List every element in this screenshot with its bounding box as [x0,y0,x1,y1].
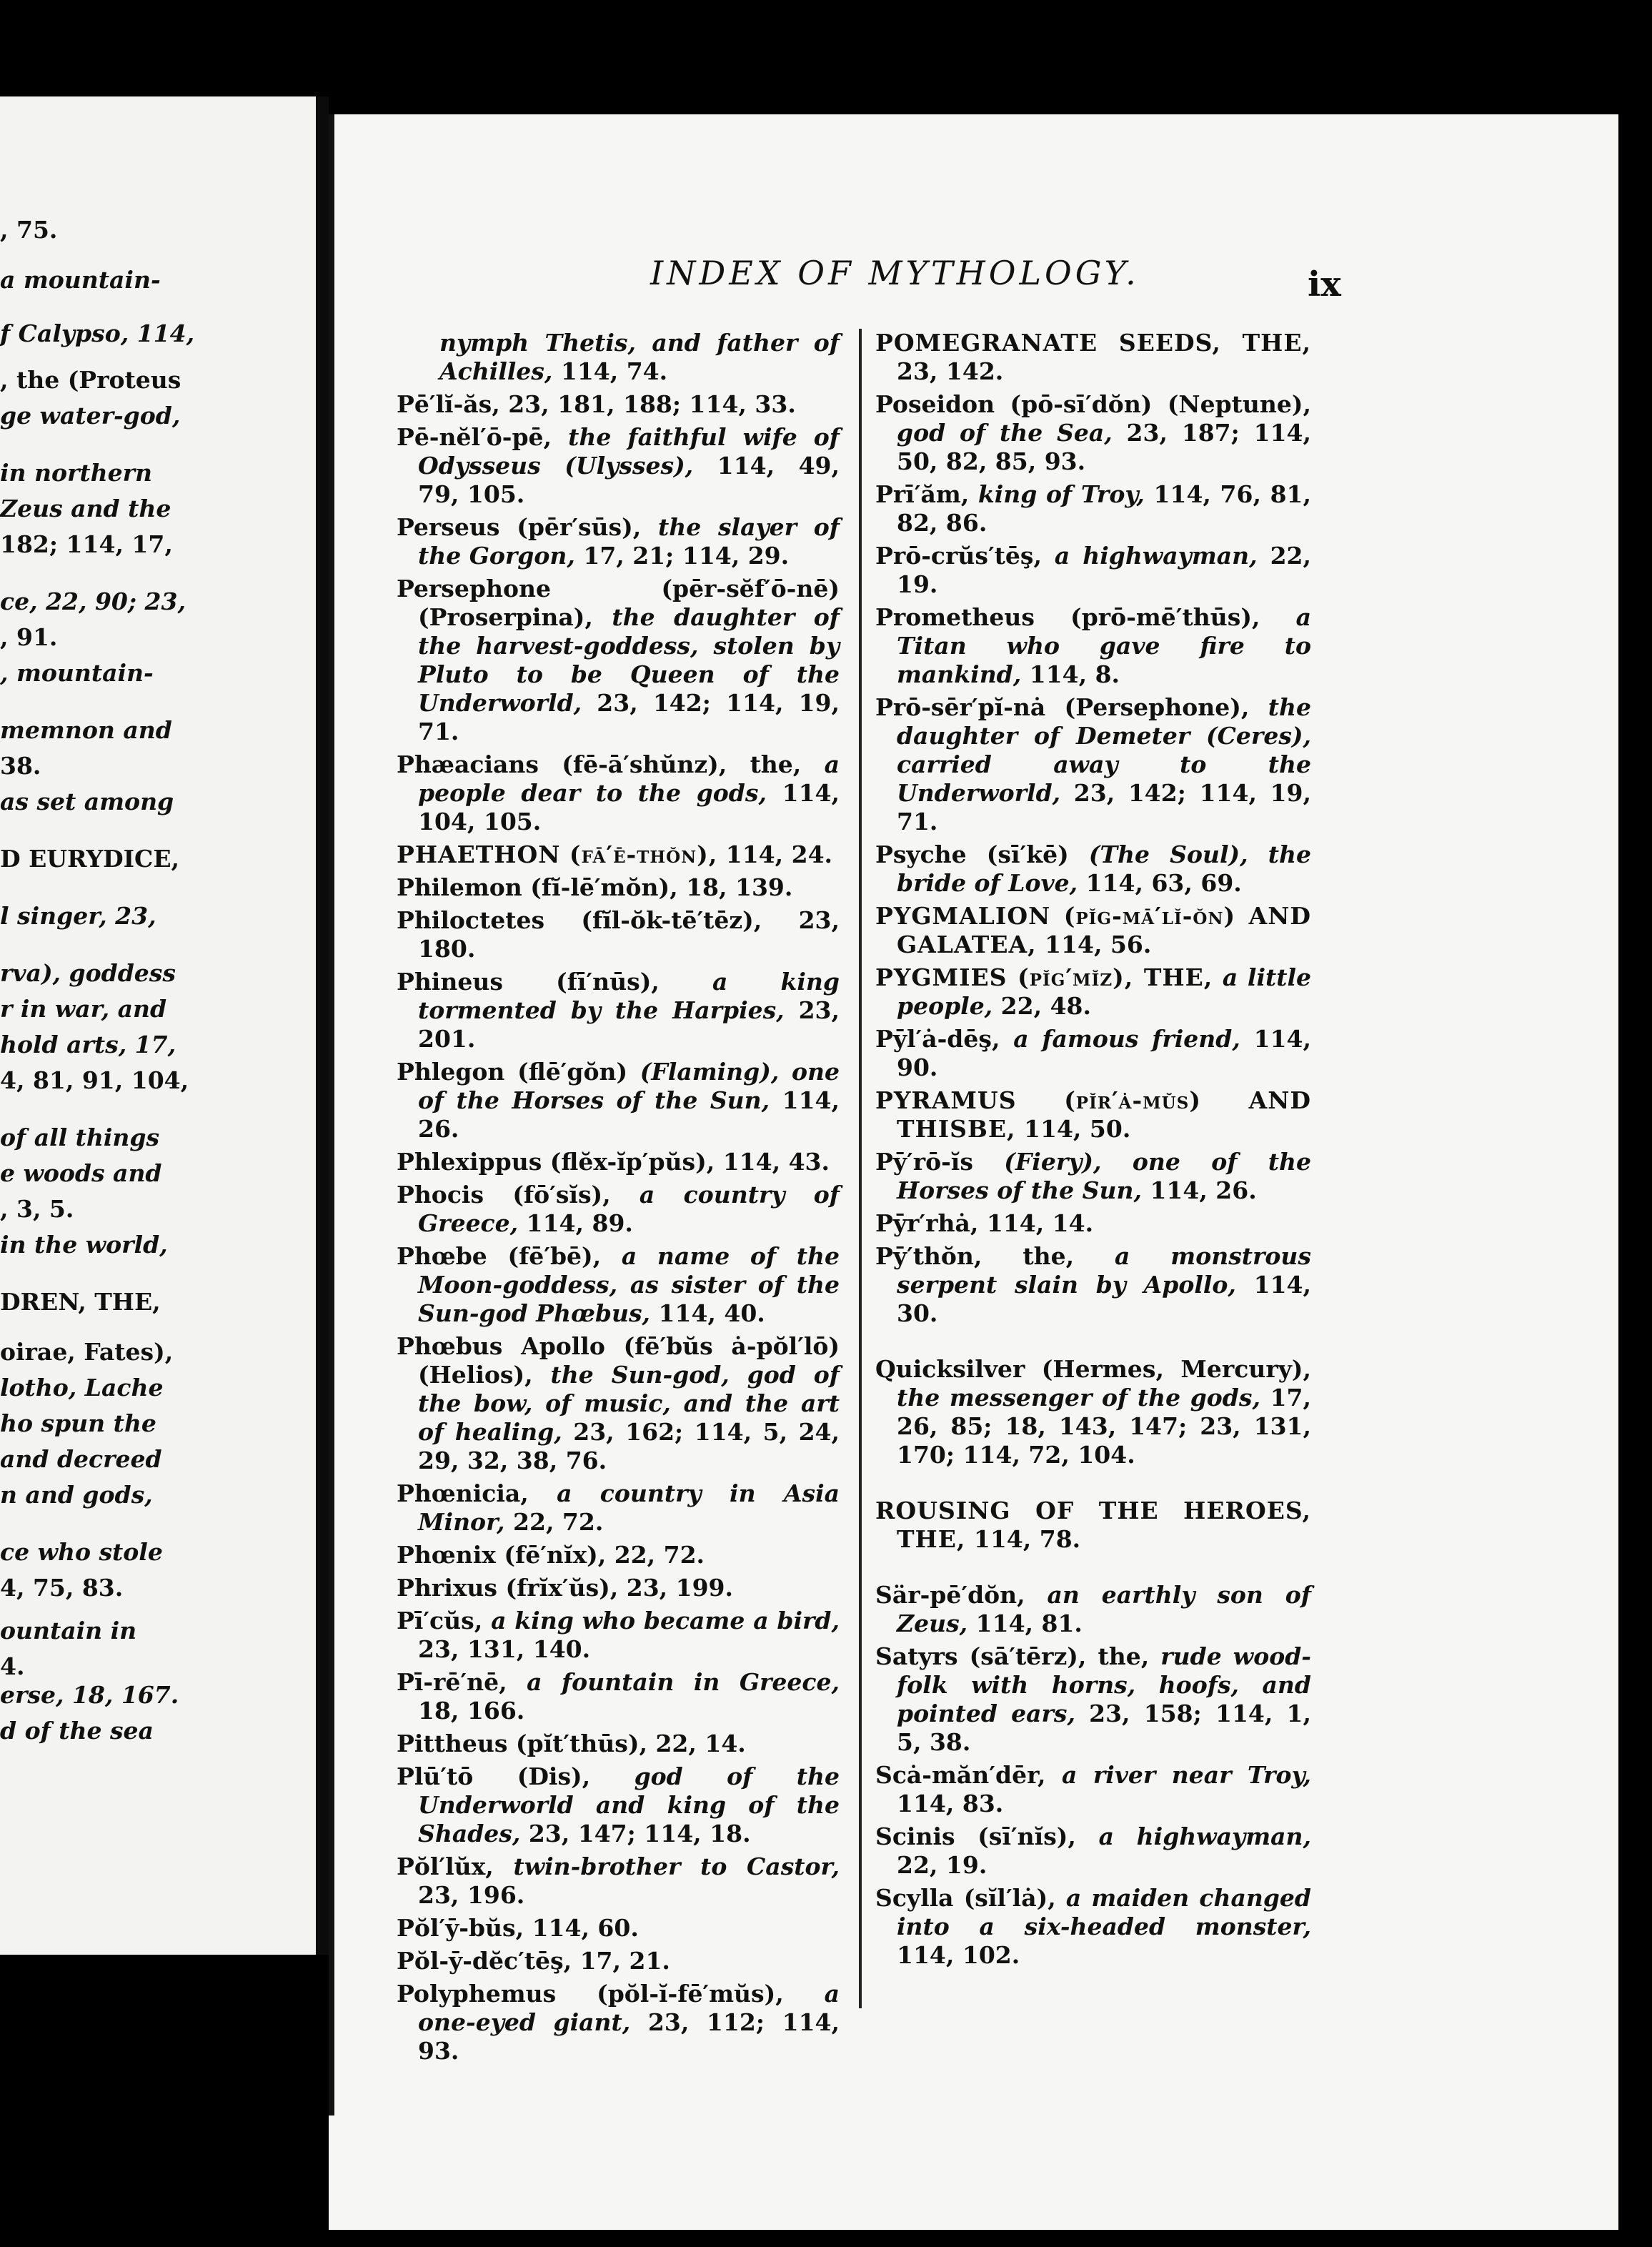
index-entry [875,480,1311,537]
entry-page-references: 23, 199. [618,1574,734,1602]
entry-description: nymph Thetis, and father of Achilles, [439,329,840,385]
entry-description: rude wood-folk with horns, hoofs, and pointed ears, [897,1642,1311,1727]
index-column-left [397,329,840,2070]
entry-headword: Pȳl′ȧ-dēş, [875,1025,1000,1053]
index-entry [397,1980,840,2065]
entry-description: god of the Sea, [897,419,1113,447]
entry-headword: Prō-sēr′pĭ-nȧ (Persephone), [875,693,1250,721]
entry-description: a maiden changed into a six-headed monster, [897,1884,1311,1940]
entry-headword: Pī-rē′nē, [397,1668,507,1696]
facing-page-line: oirae, Fates), [0,1338,174,1366]
index-entry [397,1541,840,1569]
facing-page-line: of all things [0,1124,160,1151]
index-entry [397,1730,840,1758]
entry-page-references: 23, 147; 114, 18. [520,1820,751,1847]
facing-page-line: ce, 22, 90; 23, [0,587,186,615]
index-entry [875,1642,1311,1757]
facing-page-line: , 75. [0,216,58,244]
entry-page-references: 114, 30. [897,1271,1311,1327]
index-entry [875,1209,1311,1238]
entry-headword: Pittheus (pĭt′thūs), [397,1730,647,1757]
index-entry [397,390,840,419]
entry-page-references: 22, 48. [992,992,1091,1020]
index-entry [875,390,1311,476]
entry-headword: Pē-nĕl′ō-pē, [397,423,552,451]
facing-page-line: ho spun the [0,1409,156,1437]
entry-page-references: 114, 76, 81, 82, 86. [897,480,1311,537]
entry-description: a fountain in Greece, [507,1668,840,1696]
entry-page-references: 18, 139. [677,873,793,901]
entry-headword: Phlegon (flē′gŏn) [397,1058,628,1086]
index-entry [875,963,1311,1021]
facing-page-line: 38. [0,752,41,780]
index-entry [397,1574,840,1602]
entry-page-references: 114, 63, 69. [1078,869,1242,897]
facing-page-line: r in war, and [0,995,167,1023]
index-entry [397,1668,840,1725]
index-entry [875,693,1311,836]
entry-page-references: 114, 89. [518,1209,633,1237]
entry-page-references: 23, 187; 114, 50, 82, 85, 93. [897,419,1311,475]
entry-page-references: 114, 78. [965,1525,1081,1553]
entry-page-references: 114, 74. [552,357,668,385]
entry-headword: PYGMIES (pĭg′mĭz), THE, [875,963,1213,991]
entry-headword: Prō-crŭs′tēş, [875,542,1042,570]
entry-description: the daughter of the harvest-goddess, stolen by Pluto to be Queen of the Underworld, [418,603,840,717]
entry-description: a king tormented by the Harpies, [418,968,840,1024]
facing-page-line: , mountain- [0,659,154,687]
entry-description: king of Troy, [969,480,1145,508]
entry-description: the Sun-god, god of the bow, of music, and the art of healing, [418,1361,840,1446]
index-entry [397,906,840,963]
entry-page-references: 114, 104, 105. [418,779,840,835]
entry-headword: Quicksilver (Hermes, Mercury), [875,1355,1311,1383]
entry-description: a name of the Moon-goddess, as sister of the Sun-god Phœbus, [418,1242,840,1327]
entry-headword: PYGMALION (pĭg-mā′lĭ-ŏn) AND GALATEA, [875,902,1311,958]
index-entry [397,1762,840,1848]
facing-page-line: d of the sea [0,1717,154,1745]
index-entry [397,1242,840,1328]
index-entry [397,968,840,1053]
index-entry [875,1242,1311,1328]
entry-page-references: 22, 14. [647,1730,746,1757]
entry-headword: Scȧ-măn′dēr, [875,1761,1046,1789]
entry-page-references: 17, 21; 114, 29. [574,542,790,570]
entry-headword: Pŏl′lŭx, [397,1852,494,1880]
entry-page-references: 114, 83. [897,1790,1004,1817]
facing-page-line: rva), goddess [0,959,176,987]
index-entry [875,1086,1311,1144]
entry-page-references: 23, 181, 188; 114, 33. [499,390,796,418]
entry-page-references: 114, 43. [715,1148,830,1176]
index-entry [397,1181,840,1238]
entry-page-references: 23, 142; 114, 19, 71. [418,689,840,745]
entry-page-references: 114, 40. [650,1299,765,1327]
facing-page-line: , 3, 5. [0,1195,74,1223]
index-entry [875,542,1311,599]
entry-page-references: 114, 102. [897,1941,1020,1969]
entry-headword: Scinis (sī′nĭs), [875,1822,1076,1850]
entry-description: the slayer of the Gorgon, [418,513,840,570]
entry-description: a country in Asia Minor, [418,1479,840,1536]
entry-description: a one-eyed giant, [418,1980,840,2036]
index-entry [397,750,840,836]
index-entry [397,1148,840,1176]
entry-page-references: 22, 72. [504,1508,604,1536]
entry-headword: Phrixus (frĭx′ŭs), [397,1574,619,1602]
index-entry [397,1479,840,1537]
index-entry [397,1058,840,1144]
entry-headword: Phocis (fō′sĭs), [397,1181,611,1209]
index-entry [875,1761,1311,1818]
index-entry [397,873,840,902]
index-entry [875,329,1311,386]
entry-description: a Titan who gave fire to mankind, [897,603,1311,688]
facing-page-line: 4. [0,1652,25,1680]
entry-page-references: 114, 49, 79, 105. [418,452,840,508]
entry-headword: Pȳ′rō-ĭs [875,1148,973,1176]
entry-page-references: 114, 24. [717,840,833,868]
facing-page-line: , 91. [0,623,58,651]
facing-page-line: Zeus and the [0,495,171,522]
facing-page-line: DREN, THE, [0,1288,161,1316]
entry-headword: Pŏl-ȳ-dĕc′tēş, [397,1947,572,1975]
running-header: INDEX OF MYTHOLOGY. [650,254,1140,292]
index-entry [875,1148,1311,1205]
entry-headword: Sär-pē′dŏn, [875,1581,1025,1609]
index-entry [875,902,1311,959]
page-number: ix [1308,264,1341,304]
facing-page-line: , the (Proteus [0,366,181,394]
facing-page-line: ce who stole [0,1538,163,1566]
facing-page-fragment [0,96,316,1955]
facing-page-line: as set among [0,788,174,815]
entry-headword: Phlexippus (flĕx-ĭp′pŭs), [397,1148,715,1176]
entry-headword: Pī′cŭs, [397,1607,483,1635]
column-divider [859,329,862,2008]
entry-page-references: 114, 56. [1036,931,1152,958]
facing-page-line: ountain in [0,1617,137,1645]
facing-page-line: f Calypso, 114, [0,319,195,347]
entry-description: the messenger of the gods, [897,1384,1260,1412]
entry-page-references: 22, 72. [606,1541,705,1569]
entry-headword: Philemon (fĭ-lē′mŏn), [397,873,678,901]
facing-page-line: lotho, Lache [0,1374,164,1402]
entry-description: a people dear to the gods, [418,750,840,807]
entry-headword: Phœnicia, [397,1479,529,1507]
entry-headword: Perseus (pēr′sūs), [397,513,642,541]
entry-description: a little people, [897,963,1311,1020]
facing-page-line: in northern [0,459,153,487]
entry-description: a famous friend, [1000,1025,1240,1053]
entry-description: a river near Troy, [1045,1761,1311,1789]
index-column-right [875,329,1311,1974]
entry-page-references: 114, 81. [967,1609,1083,1637]
entry-description: a highwayman, [1041,542,1258,570]
facing-page-line: D EURYDICE, [0,845,179,873]
entry-headword: Pŏl′ȳ-bŭs, [397,1914,524,1942]
facing-page-line: ge water-god, [0,402,181,430]
entry-page-references: 114, 26. [418,1086,840,1143]
entry-page-references: 114, 26. [1141,1176,1257,1204]
entry-page-references: 22, 19. [897,1851,987,1879]
facing-page-line: e woods and [0,1159,162,1187]
entry-description: twin-brother to Castor, [493,1852,840,1880]
entry-headword: Pȳr′rhȧ, [875,1209,979,1237]
entry-headword: Prometheus (prō-mē′thūs), [875,603,1260,631]
entry-headword: Phœnix (fē′nĭx), [397,1541,607,1569]
facing-page-line: 4, 81, 91, 104, [0,1066,189,1094]
entry-description: a country of Greece, [418,1181,840,1237]
entry-headword: Poseidon (pō-sī′dŏn) (Neptune), [875,390,1311,418]
entry-headword: Pȳ′thŏn, the, [875,1242,1075,1270]
facing-page-line: a mountain- [0,266,161,294]
entry-headword: POMEGRANATE SEEDS, THE, [875,329,1311,357]
facing-page-line: 4, 75, 83. [0,1574,124,1602]
entry-headword: PYRAMUS (pĭr′ȧ-mŭs) AND THISBE, [875,1086,1311,1143]
facing-page-line: erse, 18, 167. [0,1681,179,1709]
entry-description: (Fiery), one of the Horses of the Sun, [897,1148,1311,1204]
entry-headword: Persephone (pēr-sĕf′ō-nē) (Proserpina), [397,575,840,631]
entry-description: the faithful wife of Odysseus (Ulysses), [418,423,840,480]
entry-headword: Phineus (fī′nūs), [397,968,660,996]
index-entry [875,1497,1311,1554]
entry-headword: Prī′ăm, [875,480,970,508]
book-gutter [316,96,329,1955]
index-entry [397,329,840,386]
entry-page-references: 23, 162; 114, 5, 24, 29, 32, 38, 76. [418,1418,840,1474]
entry-page-references: 23, 180. [418,906,840,963]
index-entry [397,1947,840,1975]
index-entry [397,1852,840,1910]
entry-description: the daughter of Demeter (Ceres), carried away to the Underworld, [897,693,1311,807]
entry-description: a monstrous serpent slain by Apollo, [897,1242,1311,1299]
entry-headword: Phœbus Apollo (fē′bŭs ȧ-pŏl′lō) (Helios), [397,1332,840,1389]
index-entry [875,1581,1311,1638]
entry-description: god of the Underworld and king of the Shades, [418,1762,840,1847]
facing-page-line: memnon and [0,716,172,744]
facing-page-line: in the world, [0,1231,168,1259]
index-entry [875,1822,1311,1880]
entry-page-references: 114, 60. [524,1914,639,1942]
entry-page-references: 114, 50. [1015,1115,1131,1143]
entry-page-references: 23, 201. [418,996,840,1053]
index-entry [397,1914,840,1943]
index-entry [397,513,840,570]
index-entry [397,1332,840,1475]
entry-headword: Polyphemus (pŏl-ĭ-fē′mŭs), [397,1980,784,2008]
entry-description: an earthly son of Zeus, [897,1581,1311,1637]
index-entry [875,603,1311,689]
entry-description: (Flaming), one of the Horses of the Sun, [418,1058,840,1114]
entry-page-references: 114, 8. [1021,660,1120,688]
entry-headword: Phœbe (fē′bē), [397,1242,602,1270]
index-entry [875,840,1311,898]
entry-page-references: 17, 21. [572,1947,670,1975]
entry-page-references: 23, 112; 114, 93. [418,2008,840,2065]
entry-page-references: 17, 26, 85; 18, 143, 147; 23, 131, 170; 114, 72, 104. [897,1384,1311,1469]
entry-page-references: 114, 14. [978,1209,1094,1237]
entry-headword: PHAETHON (fā′ē-thŏn), [397,840,718,868]
entry-page-references: 22, 19. [897,542,1311,598]
facing-page-line: n and gods, [0,1481,153,1509]
entry-headword: Philoctetes (fĭl-ŏk-tē′tēz), [397,906,762,934]
entry-headword: ROUSING OF THE HEROES, THE, [875,1497,1311,1553]
entry-page-references: 23, 131, 140. [418,1635,591,1663]
entry-headword: Satyrs (sā′tērz), the, [875,1642,1150,1670]
index-entry [875,1025,1311,1082]
index-entry [397,575,840,746]
entry-description: a highwayman, [1075,1822,1312,1850]
facing-page-line: l singer, 23, [0,902,156,930]
page-edge-rule [329,114,334,2115]
entry-page-references: 23, 142. [897,357,1004,385]
entry-page-references: 23, 142; 114, 19, 71. [897,779,1311,835]
index-entry [397,423,840,509]
entry-headword: Phæacians (fē-ā′shŭnz), the, [397,750,802,778]
facing-page-line: 182; 114, 17, [0,530,173,558]
entry-headword: Pē′lĭ-ăs, [397,390,500,418]
index-entry [875,1355,1311,1469]
index-entry [397,1607,840,1664]
entry-page-references: 23, 196. [418,1881,525,1909]
entry-description: a king who became a bird, [482,1607,840,1635]
index-entry [397,840,840,869]
entry-headword: Scylla (sĭl′lȧ), [875,1884,1056,1912]
entry-page-references: 18, 166. [418,1697,525,1725]
entry-page-references: 23, 158; 114, 1, 5, 38. [897,1700,1311,1756]
entry-headword: Psyche (sī′kē) [875,840,1069,868]
facing-page-line: and decreed [0,1445,162,1473]
index-entry [875,1884,1311,1970]
entry-page-references: 114, 90. [897,1025,1311,1081]
entry-description: (The Soul), the bride of Love, [897,840,1311,897]
index-page [329,114,1618,2230]
entry-headword: Plū′tō (Dis), [397,1762,591,1790]
facing-page-line: hold arts, 17, [0,1031,176,1058]
